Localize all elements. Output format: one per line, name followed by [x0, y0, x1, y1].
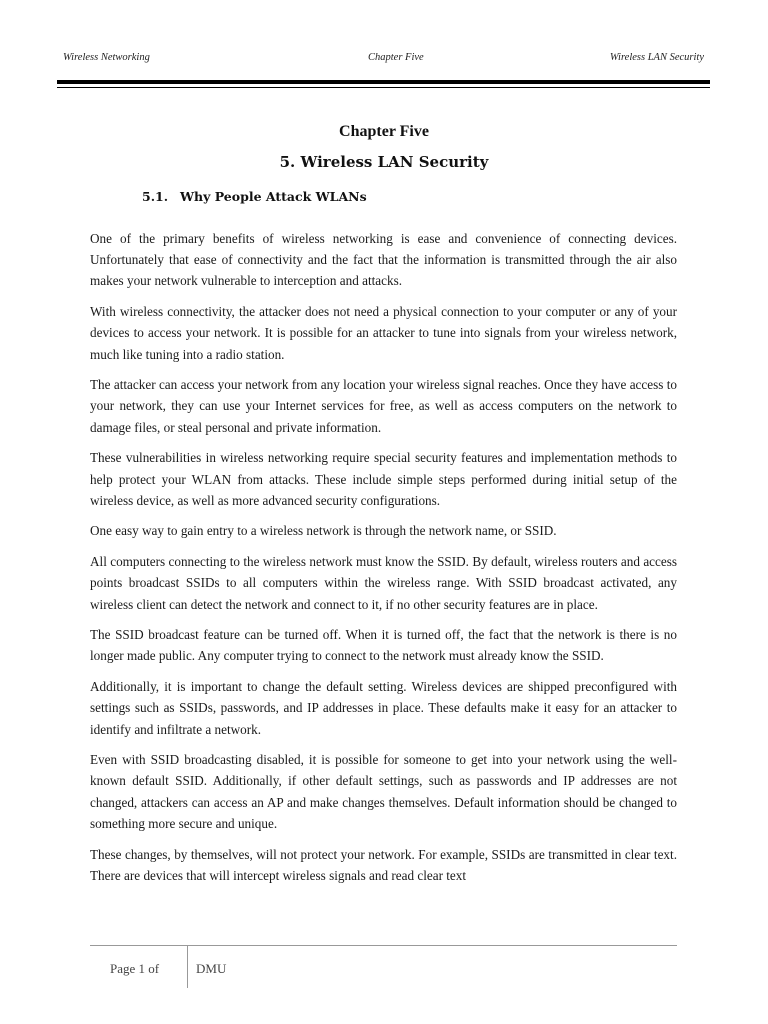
footer-divider	[187, 946, 188, 988]
header-rule-thin	[57, 87, 710, 88]
paragraph: The SSID broadcast feature can be turned off. When it is turned off, the fact that the network is there is no longer made public. Any computer trying to connect to the network must already know the SSID.	[90, 627, 677, 664]
subsection-number: 5.1.	[142, 189, 169, 204]
section-number: 5.	[279, 153, 296, 171]
header-topic: Wireless LAN Security	[609, 52, 704, 63]
section-title	[0, 153, 768, 171]
footer-organization: DMU	[196, 961, 227, 976]
paragraph: All computers connecting to the wireless network must know the SSID. By default, wireless routers and access points broadcast SSIDs to all computers within the wireless range. With SSID broadcast activated, any wireless client can detect the network and connect to it, if no other security features are in place.	[90, 554, 677, 612]
paragraph: These vulnerabilities in wireless networking require special security features and implementation methods to help protect your WLAN from attacks. These include simple steps performed during initial setup of the wireless device, as well as more advanced security configurations.	[90, 450, 677, 508]
header-rule-thick	[57, 80, 710, 84]
header-course-title: Wireless Networking	[63, 52, 150, 63]
paragraph: One of the primary benefits of wireless networking is ease and convenience of connecting devices. Unfortunately that ease of connectivity and the fact that the information is transmitted through the air also makes your network vulnerable to interception and attacks.	[90, 231, 677, 289]
chapter-title: Chapter Five	[339, 123, 429, 140]
subsection-name: Why People Attack WLANs	[180, 189, 367, 204]
paragraph: Even with SSID broadcasting disabled, it is possible for someone to get into your network using the well-known default SSID. Additionally, if other default settings, such as passwords and IP addresses are not changed, attackers can access an AP and make changes themselves. Default information should be changed to something more secure and unique.	[90, 752, 677, 831]
paragraph: With wireless connectivity, the attacker does not need a physical connection to your computer or any of your devices to access your network. It is possible for an attacker to tune into signals from your wireless network, much like tuning into a radio station.	[90, 304, 677, 362]
page-number: Page 1 of	[110, 961, 160, 976]
paragraph: Additionally, it is important to change the default setting. Wireless devices are shipped preconfigured with settings such as SSIDs, passwords, and IP addresses in place. These defaults make it easy for an attacker to identify and infiltrate a network.	[90, 679, 677, 737]
header-chapter: Chapter Five	[368, 52, 424, 63]
subsection-title	[142, 189, 367, 204]
section-name: Wireless LAN Security	[300, 153, 489, 171]
paragraph: One easy way to gain entry to a wireless network is through the network name, or SSID.	[90, 523, 557, 539]
paragraph: These changes, by themselves, will not protect your network. For example, SSIDs are transmitted in clear text. There are devices that will intercept wireless signals and read clear text	[90, 846, 677, 883]
body-text	[90, 228, 677, 895]
paragraph: The attacker can access your network from any location your wireless signal reaches. Once they have access to your network, they can use your Internet services for free, as well as access computers on the network to damage files, or steal personal and private information.	[90, 377, 677, 435]
page-header	[63, 52, 704, 70]
page-footer	[90, 945, 677, 988]
